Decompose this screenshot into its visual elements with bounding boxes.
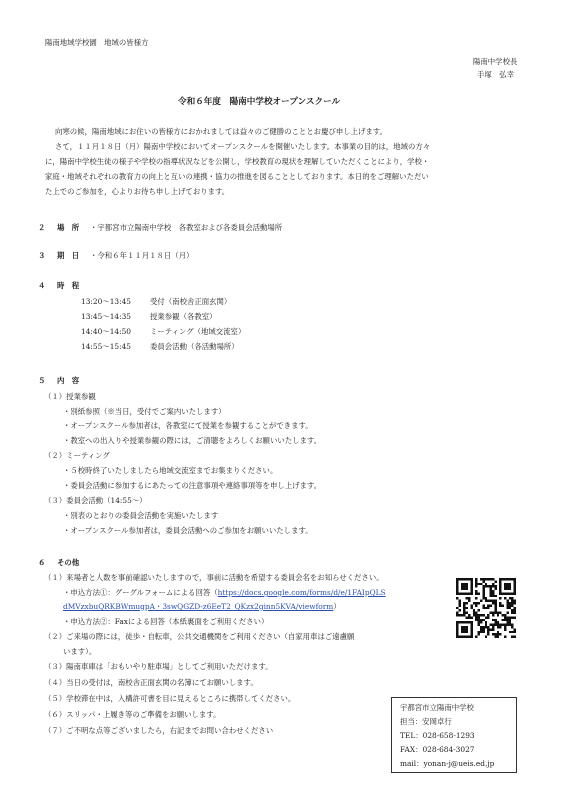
content-item: ・別表のとおりの委員会活動を実施いたします (63, 511, 219, 520)
section-6-number: ６ (38, 558, 46, 567)
contact-fax: FAX：028-684-3027 (400, 745, 475, 754)
content-item: ・教室への出入りや授業参観の際には，ご清聴をよろしくお願いいたします。 (63, 436, 322, 445)
contact-tel: TEL：028-658-1293 (400, 731, 475, 740)
apply-method-1-close: ） (333, 602, 341, 611)
section-3-value: ・令和６年１１月１８日（月） (90, 251, 194, 260)
schedule-event: 授業参観（各教室） (150, 312, 217, 321)
other-item-5: （５）学校滞在中は，入構許可書を目に見えるところに携帯してください。 (44, 694, 296, 703)
sender-name: 手塚 弘幸 (477, 70, 514, 79)
content-subheading: （３）委員会活動（14:55～） (44, 496, 147, 505)
other-item-6: （６）スリッパ・上履き等のご準備をお願いします。 (44, 710, 221, 719)
schedule-time: 14:40～14:50 (81, 327, 131, 336)
contact-mail[interactable]: mail：yonan-j@ueis.ed.jp (400, 759, 495, 768)
section-5-number: ５ (38, 376, 46, 385)
section-4-label: 時 程 (57, 281, 80, 290)
intro-line: さて，１１月１８日（月）陽南中学校においてオープンスクールを開催いたします。本事業の目的は，地域の方々 (55, 142, 431, 151)
recipient: 陽南地域学校園 地域の皆様方 (45, 38, 149, 47)
qr-code-graphic (456, 578, 516, 638)
section-3-label: 期 日 (57, 251, 80, 260)
other-item-7: （７）ご不明な点等ございましたら，右記までお問い合わせください (44, 726, 274, 735)
section-3-number: ３ (38, 251, 46, 260)
schedule-time: 13:45～14:35 (81, 312, 131, 321)
section-2-number: ２ (38, 223, 46, 232)
other-item-3: （３）陽南車庫は「おもいやり駐車場」としてご利用いただけます。 (44, 662, 273, 671)
content-item: ・別紙参照（※当日，受付でご案内いたします） (63, 407, 226, 416)
schedule-time: 14:55～15:45 (81, 342, 131, 351)
other-item-2-continued: います）。 (63, 647, 97, 656)
section-4-number: ４ (38, 281, 46, 290)
intro-line: た上でのご参加を，心よりお待ち申し上げております。 (45, 187, 230, 196)
schedule-time: 13:20～13:45 (81, 297, 131, 306)
content-subheading: （２）ミーティング (44, 451, 110, 460)
section-2-value: ・宇都宮市立陽南中学校 各教室および各委員会活動場所 (90, 223, 283, 232)
content-item: ・オープンスクール参加者は，委員会活動へのご参加をお願いいたします。 (63, 526, 313, 535)
content-subheading: （１）授業参観 (44, 392, 96, 401)
schedule-event: 受付（南校舎正面玄関） (150, 297, 232, 306)
section-5-label: 内 容 (57, 376, 80, 385)
form-link-part-2[interactable]: dMVzxbuQRKBWmugpA・3swQGZD-z6EeT2_QKzx2ginn5KVA/viewform (63, 602, 334, 611)
form-link[interactable]: https://docs.google.com/forms/d/e/1FAIpQLS (217, 588, 386, 597)
sender-title: 陽南中学校長 (473, 57, 518, 66)
intro-line: 家庭・地域それぞれの教育力の向上と互いの連携・協力の推進を図ることとしております。本日的をご理解いただい (45, 172, 429, 181)
schedule-event: ミーティング（地域交流室） (150, 327, 246, 336)
contact-person: 担当：安岡卓行 (400, 717, 452, 726)
schedule-event: 委員会活動（各活動場所） (150, 342, 239, 351)
form-link-continued (63, 602, 341, 612)
other-item-4: （４）当日の受付は，南校舎正面玄関の名簿にてお願いします。 (44, 678, 258, 687)
other-item-2: （２）ご来場の際には，徒歩・自転車，公共交通機関をご利用ください（自家用車はご遠慮願 (44, 632, 355, 641)
content-item: ・５校時終了いたしましたら地域交流室までお集まりください。 (63, 466, 278, 475)
qr-code-icon (456, 578, 516, 638)
section-6-label: その他 (57, 558, 80, 567)
intro-line: に，陽南中学校生徒の様子や学校の指導状況などを公開し，学校教育の現状を理解していただくことにより，学校・ (45, 157, 430, 166)
intro-line: 向寒の候，陽南地域にお住いの皆様方におかれましては益々のご健勝のこととお慶び申し上げます。 (55, 127, 387, 136)
contact-school: 宇都宮市立陽南中学校 (400, 703, 474, 712)
page-title: 令和６年度 陽南中学校オープンスクール (178, 97, 341, 107)
contact-box (391, 697, 517, 773)
content-item: ・委員会活動に参加するにあたっての注意事項や連絡事項等を申し上げます。 (63, 481, 322, 490)
apply-method-1-label: ・申込方法①：グーグルフォームによる回答（ (63, 588, 218, 597)
content-item: ・オープンスクール参加者は，各教室にて授業を参観することができます。 (63, 421, 313, 430)
other-item-1: （１）来場者と人数を事前確認いたしますので，事前に活動を希望する委員会名をお知らせください。 (44, 573, 384, 582)
apply-method-2: ・申込方法②：Faxによる回答（本紙裏面をご利用ください） (63, 617, 269, 626)
section-2-label: 場 所 (57, 223, 80, 232)
apply-method-1 (63, 588, 386, 598)
